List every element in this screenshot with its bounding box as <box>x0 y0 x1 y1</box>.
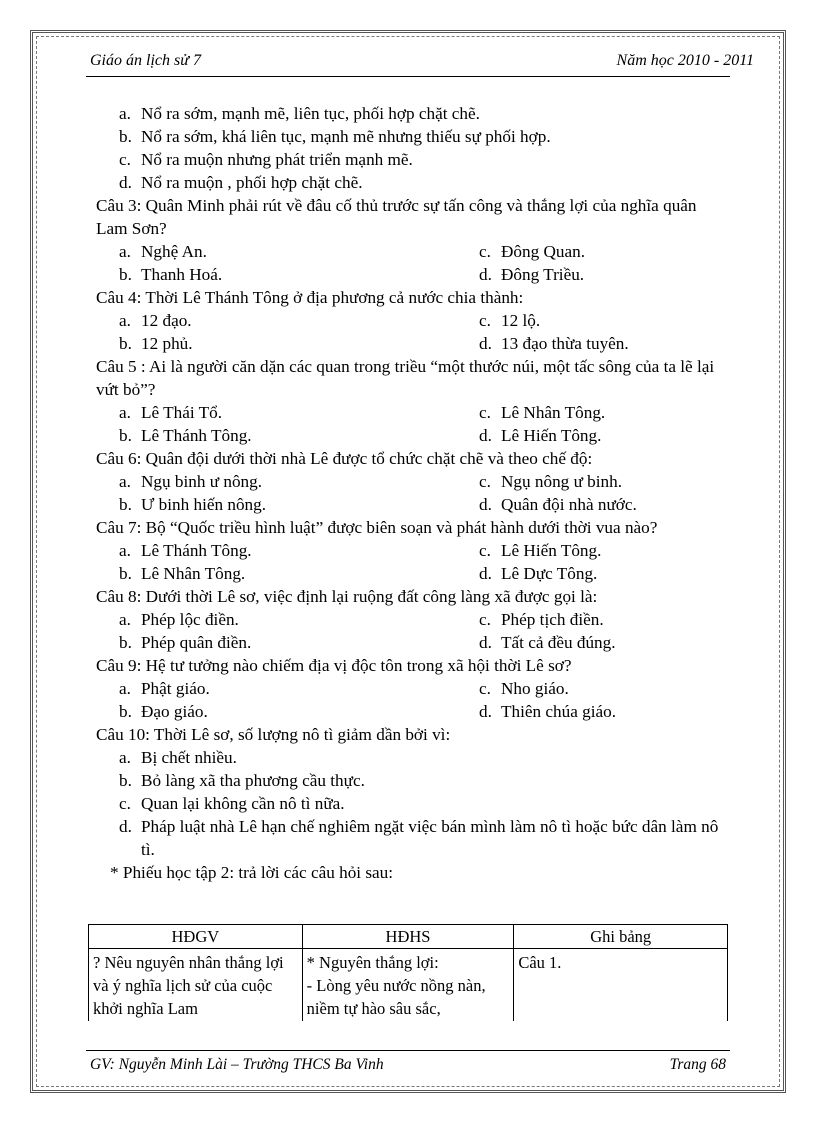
option-letter: d. <box>119 173 132 192</box>
table-header-row <box>89 925 728 949</box>
option-item <box>96 562 479 585</box>
option-letter: b. <box>119 495 132 514</box>
option-letter: b. <box>119 564 132 583</box>
option-letter: a. <box>119 472 131 491</box>
option-text: Nho giáo. <box>501 679 569 698</box>
option-item <box>96 493 479 516</box>
option-row <box>96 332 726 355</box>
option-letter: c. <box>479 311 491 330</box>
question-block <box>96 355 726 447</box>
table-cell-student: * Nguyên thắng lợi: - Lòng yêu nước nồng nàn, niềm tự hào sâu sắc, <box>302 949 514 1022</box>
option-text: 12 phủ. <box>141 334 193 353</box>
question-text: Câu 10: Thời Lê sơ, số lượng nô tì giảm dần bởi vì: <box>96 725 451 744</box>
question-text: Câu 3: Quân Minh phải rút về đâu cố thủ trước sự tấn công và thắng lợi của nghĩa quân Lam Sơn? <box>96 196 697 238</box>
option-item <box>96 309 479 332</box>
option-text: Bị chết nhiều. <box>141 748 237 767</box>
option-text: Nổ ra muộn nhưng phát triển mạnh mẽ. <box>141 150 413 169</box>
option-item <box>479 332 629 355</box>
option-letter: d. <box>479 265 492 284</box>
option-item <box>96 470 479 493</box>
option-letter: c. <box>479 541 491 560</box>
option-letter: b. <box>119 702 132 721</box>
option-item <box>96 539 479 562</box>
option-item <box>96 815 726 861</box>
option-text: Pháp luật nhà Lê hạn chế nghiêm ngặt việc bán mình làm nô tì hoặc bức dân làm nô tì. <box>141 817 719 859</box>
question-block <box>96 516 726 585</box>
question-block <box>96 447 726 516</box>
question-text: Câu 8: Dưới thời Lê sơ, việc định lại ruộng đất công làng xã được gọi là: <box>96 587 598 606</box>
option-letter: d. <box>479 702 492 721</box>
option-text: Lê Thánh Tông. <box>141 426 252 445</box>
option-letter: b. <box>119 265 132 284</box>
option-text: Lê Dực Tông. <box>501 564 598 583</box>
option-text: Nổ ra sớm, khá liên tục, mạnh mẽ nhưng thiếu sự phối hợp. <box>141 127 551 146</box>
worksheet-note: * Phiếu học tập 2: trả lời các câu hỏi sau: <box>110 863 394 882</box>
table-header-student: HĐHS <box>302 925 514 949</box>
option-letter: d. <box>119 817 132 836</box>
option-letter: a. <box>119 541 131 560</box>
option-text: Lê Hiến Tông. <box>501 426 602 445</box>
option-row <box>96 401 726 424</box>
option-item <box>479 631 616 654</box>
option-letter: b. <box>119 334 132 353</box>
option-item <box>479 401 605 424</box>
table-cell-board: Câu 1. <box>514 949 728 1022</box>
option-text: Quân đội nhà nước. <box>501 495 637 514</box>
option-text: Lê Thánh Tông. <box>141 541 252 560</box>
option-row <box>96 700 726 723</box>
option-letter: b. <box>119 426 132 445</box>
option-text: Lê Nhân Tông. <box>141 564 246 583</box>
option-text: Thanh Hoá. <box>141 265 223 284</box>
header-subject: Giáo án lịch sử 7 <box>90 52 201 69</box>
document-body <box>96 102 726 884</box>
table-cell-teacher: ? Nêu nguyên nhân thắng lợi và ý nghĩa lịch sử của cuộc khởi nghĩa Lam <box>89 949 303 1022</box>
option-item <box>96 608 479 631</box>
option-item <box>96 125 726 148</box>
option-text: Phật giáo. <box>141 679 210 698</box>
option-text: Nổ ra sớm, mạnh mẽ, liên tục, phối hợp chặt chẽ. <box>141 104 480 123</box>
option-row <box>96 493 726 516</box>
option-item <box>96 424 479 447</box>
option-item <box>96 677 479 700</box>
option-row <box>96 539 726 562</box>
option-item <box>96 792 726 815</box>
option-item <box>479 608 604 631</box>
option-text: Đạo giáo. <box>141 702 208 721</box>
option-row <box>96 424 726 447</box>
option-text: Phép tịch điền. <box>501 610 604 629</box>
option-letter: b. <box>119 127 132 146</box>
header-school-year: Năm học 2010 - 2011 <box>616 52 754 69</box>
option-item <box>96 171 726 194</box>
table-row <box>89 949 728 1022</box>
header-divider <box>86 76 730 77</box>
option-row <box>96 240 726 263</box>
option-text: Lê Hiến Tông. <box>501 541 602 560</box>
option-item <box>96 401 479 424</box>
option-item <box>479 263 584 286</box>
option-text: Đông Quan. <box>501 242 586 261</box>
option-item <box>479 539 601 562</box>
question-text: Câu 9: Hệ tư tưởng nào chiếm địa vị độc tôn trong xã hội thời Lê sơ? <box>96 656 572 675</box>
option-text: Ư binh hiến nông. <box>141 495 267 514</box>
question-text: Câu 7: Bộ “Quốc triều hình luật” được biên soạn và phát hành dưới thời vua nào? <box>96 518 658 537</box>
option-item <box>96 746 726 769</box>
option-item <box>479 700 616 723</box>
option-letter: a. <box>119 679 131 698</box>
question-block <box>96 286 726 355</box>
option-text: Quan lại không cần nô tì nữa. <box>141 794 345 813</box>
option-letter: a. <box>119 242 131 261</box>
option-letter: c. <box>479 679 491 698</box>
option-text: 12 đạo. <box>141 311 192 330</box>
option-letter: a. <box>119 403 131 422</box>
option-letter: c. <box>479 610 491 629</box>
option-item <box>96 102 726 125</box>
question-block <box>96 654 726 723</box>
option-letter: d. <box>479 334 492 353</box>
option-item <box>479 309 540 332</box>
option-letter: c. <box>479 403 491 422</box>
question-text: Câu 4: Thời Lê Thánh Tông ở địa phương cả nước chia thành: <box>96 288 524 307</box>
option-item <box>96 148 726 171</box>
option-item <box>479 493 637 516</box>
option-item <box>96 263 479 286</box>
question-block <box>96 585 726 654</box>
option-letter: c. <box>479 242 491 261</box>
option-row <box>96 608 726 631</box>
option-text: 12 lộ. <box>501 311 541 330</box>
option-row <box>96 470 726 493</box>
q2-options <box>96 102 726 194</box>
option-letter: a. <box>119 748 131 767</box>
option-row <box>96 309 726 332</box>
option-text: Bỏ làng xã tha phương cầu thực. <box>141 771 365 790</box>
footer-divider <box>86 1050 730 1051</box>
page-footer <box>90 1056 726 1074</box>
question-10 <box>96 723 726 861</box>
option-item <box>96 240 479 263</box>
option-text: Đông Triều. <box>501 265 585 284</box>
option-item <box>479 424 601 447</box>
option-item <box>96 700 479 723</box>
option-text: 13 đạo thừa tuyên. <box>501 334 629 353</box>
footer-page-number: Trang 68 <box>669 1056 726 1073</box>
option-item <box>96 332 479 355</box>
option-letter: d. <box>479 426 492 445</box>
option-item <box>96 631 479 654</box>
option-text: Lê Nhân Tông. <box>501 403 606 422</box>
option-letter: b. <box>119 771 132 790</box>
question-list <box>96 194 726 723</box>
table-header-teacher: HĐGV <box>89 925 303 949</box>
footer-author: GV: Nguyễn Minh Lài – Trường THCS Ba Vinh <box>90 1056 384 1073</box>
question-text: Câu 5 : Ai là người căn dặn các quan trong triều “một thước núi, một tấc sông của ta lẽ lại vứt bỏ”? <box>96 357 715 399</box>
option-text: Tất cả đều đúng. <box>501 633 616 652</box>
option-letter: c. <box>119 794 131 813</box>
option-row <box>96 263 726 286</box>
option-row <box>96 631 726 654</box>
option-item <box>479 562 597 585</box>
option-text: Lê Thái Tổ. <box>141 403 222 422</box>
option-letter: c. <box>479 472 491 491</box>
option-row <box>96 562 726 585</box>
option-text: Ngụ binh ư nông. <box>141 472 263 491</box>
option-row <box>96 677 726 700</box>
option-text: Thiên chúa giáo. <box>501 702 617 721</box>
lesson-table <box>88 924 728 1021</box>
table-header-board: Ghi bảng <box>514 925 728 949</box>
page-header <box>90 52 754 70</box>
option-letter: d. <box>479 495 492 514</box>
option-item <box>479 240 585 263</box>
option-letter: c. <box>119 150 131 169</box>
option-item <box>96 769 726 792</box>
option-text: Ngụ nông ư binh. <box>501 472 623 491</box>
option-letter: d. <box>479 633 492 652</box>
option-text: Nổ ra muộn , phối hợp chặt chẽ. <box>141 173 363 192</box>
option-letter: a. <box>119 311 131 330</box>
question-text: Câu 6: Quân đội dưới thời nhà Lê được tổ chức chặt chẽ và theo chế độ: <box>96 449 593 468</box>
option-letter: b. <box>119 633 132 652</box>
option-letter: a. <box>119 610 131 629</box>
question-block <box>96 194 726 286</box>
option-text: Phép quân điền. <box>141 633 252 652</box>
option-letter: d. <box>479 564 492 583</box>
option-letter: a. <box>119 104 131 123</box>
option-text: Phép lộc điền. <box>141 610 239 629</box>
option-item <box>479 677 569 700</box>
option-item <box>479 470 622 493</box>
option-text: Nghệ An. <box>141 242 207 261</box>
